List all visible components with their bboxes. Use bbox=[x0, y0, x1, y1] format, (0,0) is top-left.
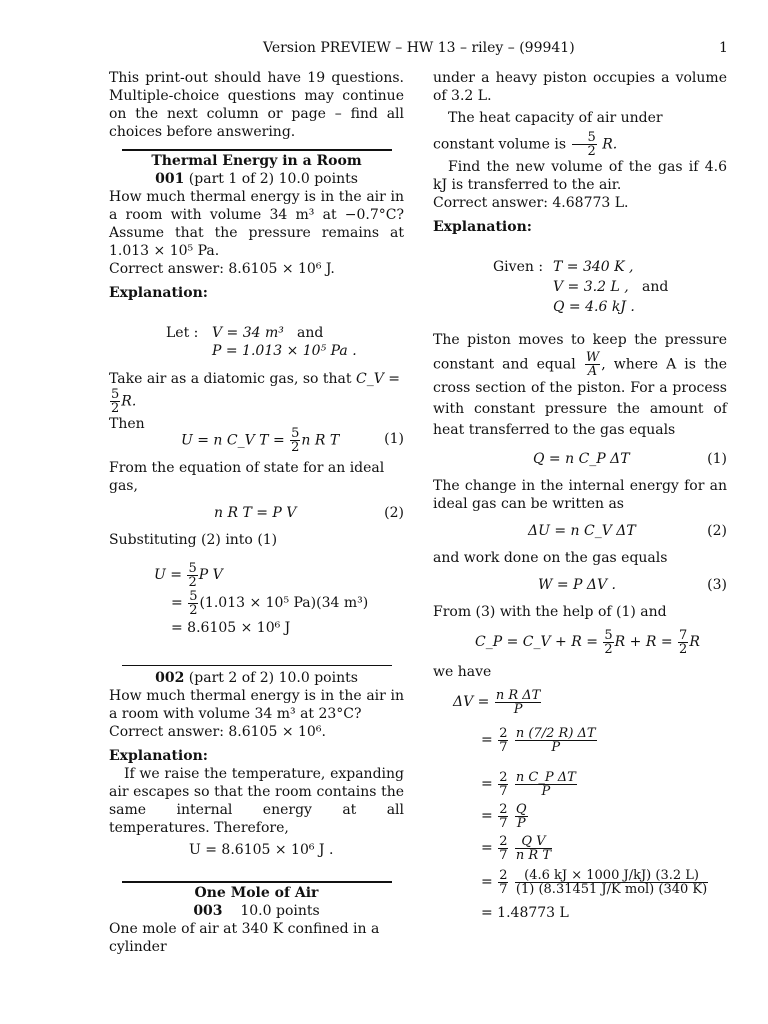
question-meta: (part 2 of 2) 10.0 points bbox=[188, 670, 358, 686]
numerator: 2 bbox=[499, 867, 508, 883]
denominator: 7 bbox=[499, 815, 508, 831]
denominator: 7 bbox=[499, 739, 508, 755]
derivation-line: = $\frac{2}{7}$ $\frac{\text{n C\_P ΔT}}{P}$ bbox=[481, 769, 576, 799]
eq-part: U = bbox=[154, 567, 182, 583]
given-block bbox=[433, 258, 727, 318]
numerator: 5 bbox=[188, 560, 197, 576]
correct-answer: Correct answer: 8.6105 × 10⁶. bbox=[109, 724, 326, 740]
fraction bbox=[498, 727, 508, 754]
denominator: 2 bbox=[604, 641, 613, 657]
diatomic-a: Take air as a diatomic gas, so that bbox=[109, 371, 352, 387]
numerator: n (7/2 R) ΔT bbox=[515, 725, 596, 741]
divider bbox=[122, 149, 392, 151]
equation-lhs bbox=[181, 427, 339, 454]
question-meta: 10.0 points bbox=[240, 903, 320, 919]
divider bbox=[122, 881, 392, 883]
fraction bbox=[572, 131, 597, 158]
cp-equation bbox=[433, 627, 727, 657]
given-and: and bbox=[642, 279, 669, 295]
let-v: V = 34 m³ bbox=[212, 325, 284, 341]
denominator: P bbox=[551, 739, 561, 755]
numerator: 5 bbox=[604, 627, 613, 643]
numerator: 5 bbox=[572, 131, 597, 145]
right-column bbox=[433, 69, 727, 931]
fraction bbox=[515, 727, 597, 754]
numerator: 7 bbox=[679, 627, 688, 643]
fraction bbox=[188, 590, 198, 617]
derivation-line: = $\frac{2}{7}$ $\frac{(4.6 kJ \times 1000 J/kJ) (3.2 L)}{\text{(1) (8.31451 J/K mol) (340 K)}}$ bbox=[481, 867, 708, 897]
denominator: (1) (8.31451 J/K mol) (340 K) bbox=[515, 881, 708, 897]
eq-part: n R T bbox=[301, 432, 340, 449]
divider bbox=[122, 665, 392, 666]
eq-part: R + R = bbox=[614, 634, 673, 650]
equation-number: (1) bbox=[707, 451, 727, 467]
derivation-result: = 1.48773 L bbox=[481, 905, 569, 921]
intro-text: This print-out should have 19 questions. Multiple-choice questions may continue on the next column or page – find all choices before answering. bbox=[109, 70, 404, 140]
cv-label: C_V = bbox=[355, 371, 400, 387]
denominator: P bbox=[516, 815, 526, 831]
given-q: Q = 4.6 kJ . bbox=[553, 299, 635, 315]
derivation bbox=[109, 561, 404, 649]
then-text: Then bbox=[109, 416, 145, 432]
numerator: n R ΔT bbox=[495, 687, 541, 703]
equation-2 bbox=[433, 519, 727, 543]
fraction bbox=[187, 562, 197, 589]
left-column bbox=[109, 69, 404, 956]
heat-cap-a: The heat capacity of air under constant volume is bbox=[433, 110, 663, 153]
correct-answer: Correct answer: 8.6105 × 10⁶ J. bbox=[109, 261, 335, 277]
denominator: 2 bbox=[189, 602, 198, 618]
denominator: 2 bbox=[587, 144, 596, 159]
question-number: 002 bbox=[155, 670, 185, 686]
numerator: W bbox=[585, 350, 600, 365]
question-number: 001 bbox=[155, 171, 185, 187]
derivation-line bbox=[171, 589, 368, 617]
explanation-label: Explanation: bbox=[109, 285, 208, 301]
numerator: (4.6 kJ × 1000 J/kJ) (3.2 L) bbox=[515, 869, 708, 883]
equation-number: (1) bbox=[384, 431, 404, 447]
fraction bbox=[515, 803, 528, 830]
fraction bbox=[290, 427, 300, 454]
derivation-line: = $\frac{2}{7}$ $\frac{Q}{P}$ bbox=[481, 801, 527, 831]
numerator: 5 bbox=[189, 588, 198, 604]
r-symbol: R. bbox=[602, 136, 618, 153]
problem-group-title: One Mole of Air bbox=[194, 885, 319, 901]
let-and: and bbox=[297, 325, 324, 341]
fraction bbox=[678, 629, 688, 656]
fraction bbox=[585, 351, 600, 378]
piston-b: , where A is the cross section of the piston. For a process with constant pressure the amount of heat transferred to the gas equals bbox=[433, 356, 727, 438]
problem-group-title: Thermal Energy in a Room bbox=[151, 153, 362, 169]
denominator: 7 bbox=[499, 847, 508, 863]
eq-part: P V bbox=[198, 567, 223, 583]
fraction bbox=[515, 835, 552, 862]
change-text: The change in the internal energy for an ideal gas can be written as bbox=[433, 478, 727, 512]
we-have-text: we have bbox=[433, 664, 492, 680]
header-title: Version PREVIEW – HW 13 – riley – (99941) bbox=[263, 40, 575, 56]
fraction bbox=[498, 771, 508, 798]
denominator: 2 bbox=[111, 401, 120, 416]
denominator: 2 bbox=[291, 440, 300, 455]
question-text: How much thermal energy is in the air in a room with volume 34 m³ at −0.7°C? Assume that the pressure remains at 1.013 × 10⁵ Pa. bbox=[109, 189, 404, 259]
equation-lhs: ΔU = n C_V ΔT bbox=[528, 523, 636, 539]
derivation-result: = 8.6105 × 10⁶ J bbox=[171, 620, 291, 636]
numerator: Q bbox=[515, 801, 527, 817]
denominator: 2 bbox=[679, 641, 688, 657]
denominator: n R T bbox=[515, 847, 552, 863]
numerator: Q V bbox=[515, 835, 552, 849]
r-symbol: R. bbox=[121, 393, 137, 410]
work-text: and work done on the gas equals bbox=[433, 550, 668, 566]
fraction bbox=[515, 869, 708, 896]
question-meta: (part 1 of 2) 10.0 points bbox=[188, 171, 358, 187]
fraction bbox=[515, 771, 577, 798]
denominator: A bbox=[587, 364, 598, 379]
from3-text: From (3) with the help of (1) and bbox=[433, 604, 667, 620]
derivation-line: = $\frac{2}{7}$ $\frac{\text{Q V}}{\text{n R T}}$ bbox=[481, 833, 552, 863]
state-text: From the equation of state for an ideal gas, bbox=[109, 460, 385, 494]
explanation-result: U = 8.6105 × 10⁶ J . bbox=[189, 842, 334, 858]
eq-part: U = n C_V T = bbox=[181, 432, 285, 449]
fraction bbox=[498, 803, 508, 830]
question-text-continued: under a heavy piston occupies a volume of 3.2 L. bbox=[433, 70, 727, 104]
equation-number: (2) bbox=[384, 505, 404, 521]
equation-2 bbox=[109, 501, 404, 525]
page-number: 1 bbox=[719, 40, 728, 56]
given-v: V = 3.2 L , bbox=[553, 279, 629, 295]
derivation-line bbox=[154, 561, 223, 589]
volume-derivation bbox=[433, 681, 727, 931]
equation-number: (2) bbox=[707, 523, 727, 539]
question-text: One mole of air at 340 K confined in a cylinder bbox=[109, 921, 380, 955]
fraction bbox=[603, 629, 613, 656]
equation-lhs: W = P ΔV . bbox=[538, 577, 617, 593]
eq-part: ΔV = bbox=[453, 694, 490, 710]
question-header bbox=[109, 170, 404, 188]
fraction bbox=[498, 869, 508, 896]
denominator: P bbox=[513, 701, 523, 717]
denominator: P bbox=[541, 783, 551, 799]
fraction bbox=[498, 835, 508, 862]
equation-3 bbox=[433, 573, 727, 597]
eq-part: C_P = C_V + R = bbox=[475, 634, 598, 650]
question-number: 003 bbox=[193, 903, 223, 919]
equation-1 bbox=[109, 427, 404, 453]
eq-part: R bbox=[689, 634, 700, 650]
fraction bbox=[110, 388, 120, 415]
equation-1 bbox=[433, 447, 727, 471]
equation-number: (3) bbox=[707, 577, 727, 593]
eq-part: (1.013 × 10⁵ Pa)(34 m³) bbox=[199, 595, 369, 611]
fraction bbox=[495, 689, 541, 716]
numerator: 5 bbox=[291, 426, 300, 441]
question-text: How much thermal energy is in the air in a room with volume 34 m³ at 23°C? bbox=[109, 688, 404, 722]
substitute-text: Substituting (2) into (1) bbox=[109, 532, 278, 548]
heat-capacity-text bbox=[433, 105, 727, 158]
numerator: 2 bbox=[499, 801, 508, 817]
piston-a: The piston moves to keep the pressure constant and equal bbox=[433, 332, 727, 373]
let-block bbox=[109, 324, 404, 364]
given-t: T = 340 K , bbox=[553, 259, 634, 275]
numerator: 2 bbox=[499, 833, 508, 849]
eq-sign: = bbox=[171, 595, 183, 611]
equation-lhs: Q = n C_P ΔT bbox=[533, 451, 630, 467]
question-header bbox=[109, 902, 404, 920]
numerator: n C_P ΔT bbox=[515, 769, 576, 785]
denominator: 7 bbox=[499, 783, 508, 799]
given-label: Given : bbox=[493, 259, 544, 275]
diatomic-text bbox=[109, 370, 404, 415]
let-p: P = 1.013 × 10⁵ Pa . bbox=[212, 343, 357, 359]
let-label: Let : bbox=[166, 325, 199, 341]
derivation-line bbox=[453, 687, 542, 717]
find-text: Find the new volume of the gas if 4.6 kJ is transferred to the air. bbox=[433, 159, 727, 193]
correct-answer: Correct answer: 4.68773 L. bbox=[433, 195, 629, 211]
numerator: 2 bbox=[499, 769, 508, 785]
equation-lhs: n R T = P V bbox=[214, 505, 297, 521]
denominator: 2 bbox=[188, 574, 197, 590]
piston-text bbox=[433, 330, 727, 441]
question-header bbox=[109, 669, 404, 687]
denominator: 7 bbox=[499, 881, 508, 897]
derivation-line: = $\frac{2}{7}$ $\frac{n (7/2 R) \Delta T}{P}$ bbox=[481, 725, 596, 755]
numerator: 5 bbox=[111, 387, 120, 402]
explanation-label: Explanation: bbox=[109, 748, 208, 764]
explanation-label: Explanation: bbox=[433, 219, 532, 235]
numerator: 2 bbox=[499, 725, 508, 741]
explanation-text: If we raise the temperature, expanding air escapes so that the room contains the same internal energy at all temperatures. Therefore, bbox=[109, 766, 404, 836]
